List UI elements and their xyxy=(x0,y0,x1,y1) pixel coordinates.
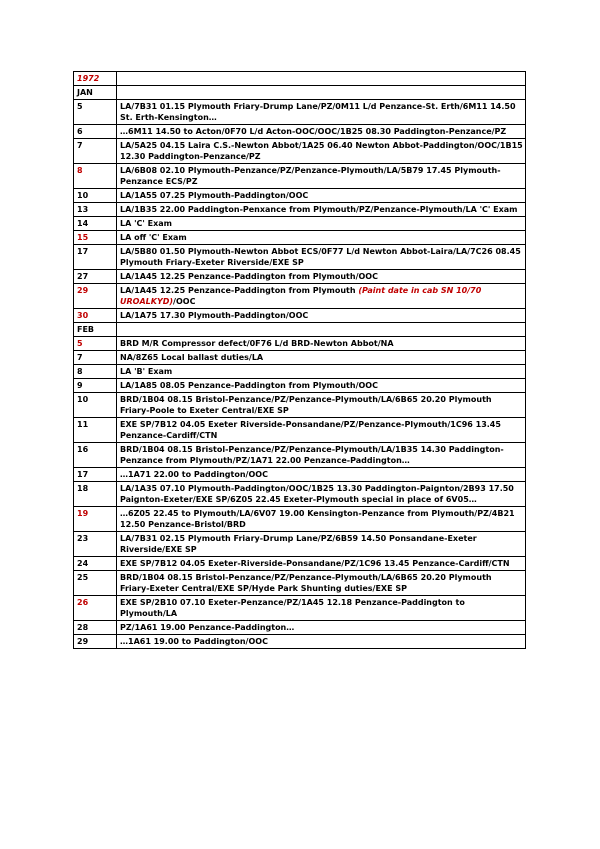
diary-table xyxy=(73,71,526,649)
table-row xyxy=(74,468,526,482)
duty-text: …1A61 19.00 to Paddington/OOC xyxy=(120,637,268,646)
duty-text: …6M11 14.50 to Acton/0F70 L/d Acton-OOC/OOC/1B25 08.30 Paddington-Penzance/PZ xyxy=(120,127,507,136)
day-cell: 18 xyxy=(74,482,117,507)
duty-cell xyxy=(117,557,526,571)
table-row xyxy=(74,189,526,203)
duty-cell xyxy=(117,100,526,125)
table-row xyxy=(74,557,526,571)
duty-cell xyxy=(117,270,526,284)
table-row xyxy=(74,139,526,164)
day-cell: 25 xyxy=(74,571,117,596)
month-header-row xyxy=(74,86,526,100)
table-row xyxy=(74,379,526,393)
duty-cell xyxy=(117,468,526,482)
duty-text: LA/1A75 17.30 Plymouth-Paddington/OOC xyxy=(120,311,309,320)
day-cell: 10 xyxy=(74,189,117,203)
day-cell: 17 xyxy=(74,468,117,482)
duty-text: EXE SP/7B12 04.05 Exeter-Riverside-Ponsandane/PZ/1C96 13.45 Penzance-Cardiff/CTN xyxy=(120,559,510,568)
duty-text: LA/5A25 04.15 Laira C.S.-Newton Abbot/1A25 06.40 Newton Abbot-Paddington/OOC/1B15 12.30 Paddington-Penzance/PZ xyxy=(120,141,523,161)
table-row xyxy=(74,393,526,418)
duty-cell xyxy=(117,203,526,217)
duty-text: LA/1A45 12.25 Penzance-Paddington from Plymouth xyxy=(120,286,359,295)
duty-cell xyxy=(117,393,526,418)
day-cell: 26 xyxy=(74,596,117,621)
table-row xyxy=(74,482,526,507)
table-row xyxy=(74,125,526,139)
duty-cell xyxy=(117,164,526,189)
duty-cell xyxy=(117,86,526,100)
day-cell: 8 xyxy=(74,164,117,189)
table-row xyxy=(74,351,526,365)
table-row xyxy=(74,621,526,635)
duty-text: NA/8Z65 Local ballast duties/LA xyxy=(120,353,264,362)
duty-text: LA/1A55 07.25 Plymouth-Paddington/OOC xyxy=(120,191,309,200)
duty-text: LA/1A35 07.10 Plymouth-Paddington/OOC/1B25 13.30 Paddington-Paignton/2B93 17.50 Paignton-Exeter/EXE SP/6Z05 22.45 Exeter-Plymouth special in place of 6V05… xyxy=(120,484,514,504)
table-row xyxy=(74,635,526,649)
duty-text: LA/1B35 22.00 Paddington-Penxance from Plymouth/PZ/Penzance-Plymouth/LA 'C' Exam xyxy=(120,205,518,214)
day-cell: 23 xyxy=(74,532,117,557)
table-row xyxy=(74,284,526,309)
paint-date-note: (Paint date in cab SN 10/70 UROALKYD) xyxy=(120,286,482,306)
duty-text: BRD M/R Compressor defect/0F76 L/d BRD-Newton Abbot/NA xyxy=(120,339,394,348)
year-cell: 1972 xyxy=(74,72,117,86)
table-row xyxy=(74,164,526,189)
day-cell: 15 xyxy=(74,231,117,245)
table-row xyxy=(74,443,526,468)
duty-cell xyxy=(117,365,526,379)
day-cell: 28 xyxy=(74,621,117,635)
duty-cell xyxy=(117,532,526,557)
day-cell: 29 xyxy=(74,635,117,649)
day-cell: 30 xyxy=(74,309,117,323)
table-row xyxy=(74,532,526,557)
day-cell: 13 xyxy=(74,203,117,217)
table-row xyxy=(74,507,526,532)
duty-cell xyxy=(117,418,526,443)
day-cell: 7 xyxy=(74,351,117,365)
diary-table-body xyxy=(74,72,526,649)
table-row xyxy=(74,203,526,217)
duty-cell xyxy=(117,284,526,309)
day-cell: 5 xyxy=(74,337,117,351)
day-cell: 14 xyxy=(74,217,117,231)
duty-cell xyxy=(117,482,526,507)
duty-text: LA/5B80 01.50 Plymouth-Newton Abbot ECS/0F77 L/d Newton Abbot-Laira/LA/7C26 08.45 Plymouth Friary-Exeter Riverside/EXE SP xyxy=(120,247,521,267)
duty-cell xyxy=(117,189,526,203)
day-cell: 9 xyxy=(74,379,117,393)
day-cell: 8 xyxy=(74,365,117,379)
day-cell: 17 xyxy=(74,245,117,270)
duty-text: PZ/1A61 19.00 Penzance-Paddington… xyxy=(120,623,295,632)
duty-text: LA/7B31 01.15 Plymouth Friary-Drump Lane/PZ/0M11 L/d Penzance-St. Erth/6M11 14.50 St. Erth-Kensington… xyxy=(120,102,516,122)
year-row xyxy=(74,72,526,86)
table-row xyxy=(74,571,526,596)
duty-text: BRD/1B04 08.15 Bristol-Penzance/PZ/Penzance-Plymouth/LA/1B35 14.30 Paddington-Penzance from Plymouth/PZ/1A71 22.00 Penzance-Paddington… xyxy=(120,445,504,465)
table-row xyxy=(74,337,526,351)
duty-cell xyxy=(117,351,526,365)
day-cell: 24 xyxy=(74,557,117,571)
duty-cell xyxy=(117,337,526,351)
day-cell: 6 xyxy=(74,125,117,139)
table-row xyxy=(74,418,526,443)
month-label: FEB xyxy=(74,323,117,337)
duty-cell xyxy=(117,571,526,596)
duty-cell xyxy=(117,217,526,231)
day-cell: 7 xyxy=(74,139,117,164)
day-cell: 16 xyxy=(74,443,117,468)
duty-cell xyxy=(117,323,526,337)
duty-cell xyxy=(117,245,526,270)
duty-cell xyxy=(117,379,526,393)
duty-cell xyxy=(117,139,526,164)
year-row-empty-cell xyxy=(117,72,526,86)
duty-text: LA 'C' Exam xyxy=(120,219,172,228)
table-row xyxy=(74,245,526,270)
duty-text: LA/1A45 12.25 Penzance-Paddington from Plymouth/OOC xyxy=(120,272,378,281)
duty-text: BRD/1B04 08.15 Bristol-Penzance/PZ/Penzance-Plymouth/LA/6B65 20.20 Plymouth Friary-Poole to Exeter Central/EXE SP xyxy=(120,395,492,415)
duty-text-after: /OOC xyxy=(173,297,196,306)
table-row xyxy=(74,217,526,231)
duty-text: LA off 'C' Exam xyxy=(120,233,187,242)
duty-cell xyxy=(117,621,526,635)
duty-text: BRD/1B04 08.15 Bristol-Penzance/PZ/Penzance-Plymouth/LA/6B65 20.20 Plymouth Friary-Exeter Central/EXE SP/Hyde Park Shunting duties/EXE SP xyxy=(120,573,492,593)
duty-text: EXE SP/2B10 07.10 Exeter-Penzance/PZ/1A45 12.18 Penzance-Paddington to Plymouth/LA xyxy=(120,598,465,618)
table-row xyxy=(74,365,526,379)
table-row xyxy=(74,309,526,323)
duty-cell xyxy=(117,309,526,323)
duty-text: LA 'B' Exam xyxy=(120,367,173,376)
day-cell: 29 xyxy=(74,284,117,309)
table-row xyxy=(74,270,526,284)
duty-text: EXE SP/7B12 04.05 Exeter Riverside-Ponsandane/PZ/Penzance-Plymouth/1C96 13.45 Penzance-Cardiff/CTN xyxy=(120,420,501,440)
duty-cell xyxy=(117,635,526,649)
duty-cell xyxy=(117,231,526,245)
day-cell: 27 xyxy=(74,270,117,284)
table-row xyxy=(74,100,526,125)
table-row xyxy=(74,231,526,245)
duty-cell xyxy=(117,507,526,532)
day-cell: 10 xyxy=(74,393,117,418)
duty-text: LA/1A85 08.05 Penzance-Paddington from Plymouth/OOC xyxy=(120,381,378,390)
duty-text: …1A71 22.00 to Paddington/OOC xyxy=(120,470,268,479)
day-cell: 11 xyxy=(74,418,117,443)
month-header-row xyxy=(74,323,526,337)
day-cell: 5 xyxy=(74,100,117,125)
month-label: JAN xyxy=(74,86,117,100)
duty-text: …6Z05 22.45 to Plymouth/LA/6V07 19.00 Kensington-Penzance from Plymouth/PZ/4B21 12.50 Penzance-Bristol/BRD xyxy=(120,509,515,529)
day-cell: 19 xyxy=(74,507,117,532)
table-row xyxy=(74,596,526,621)
duty-text: LA/6B08 02.10 Plymouth-Penzance/PZ/Penzance-Plymouth/LA/5B79 17.45 Plymouth-Penzance ECS/PZ xyxy=(120,166,501,186)
duty-cell xyxy=(117,596,526,621)
duty-cell xyxy=(117,125,526,139)
duty-cell xyxy=(117,443,526,468)
duty-text: LA/7B31 02.15 Plymouth Friary-Drump Lane/PZ/6B59 14.50 Ponsandane-Exeter Riverside/EXE SP xyxy=(120,534,477,554)
